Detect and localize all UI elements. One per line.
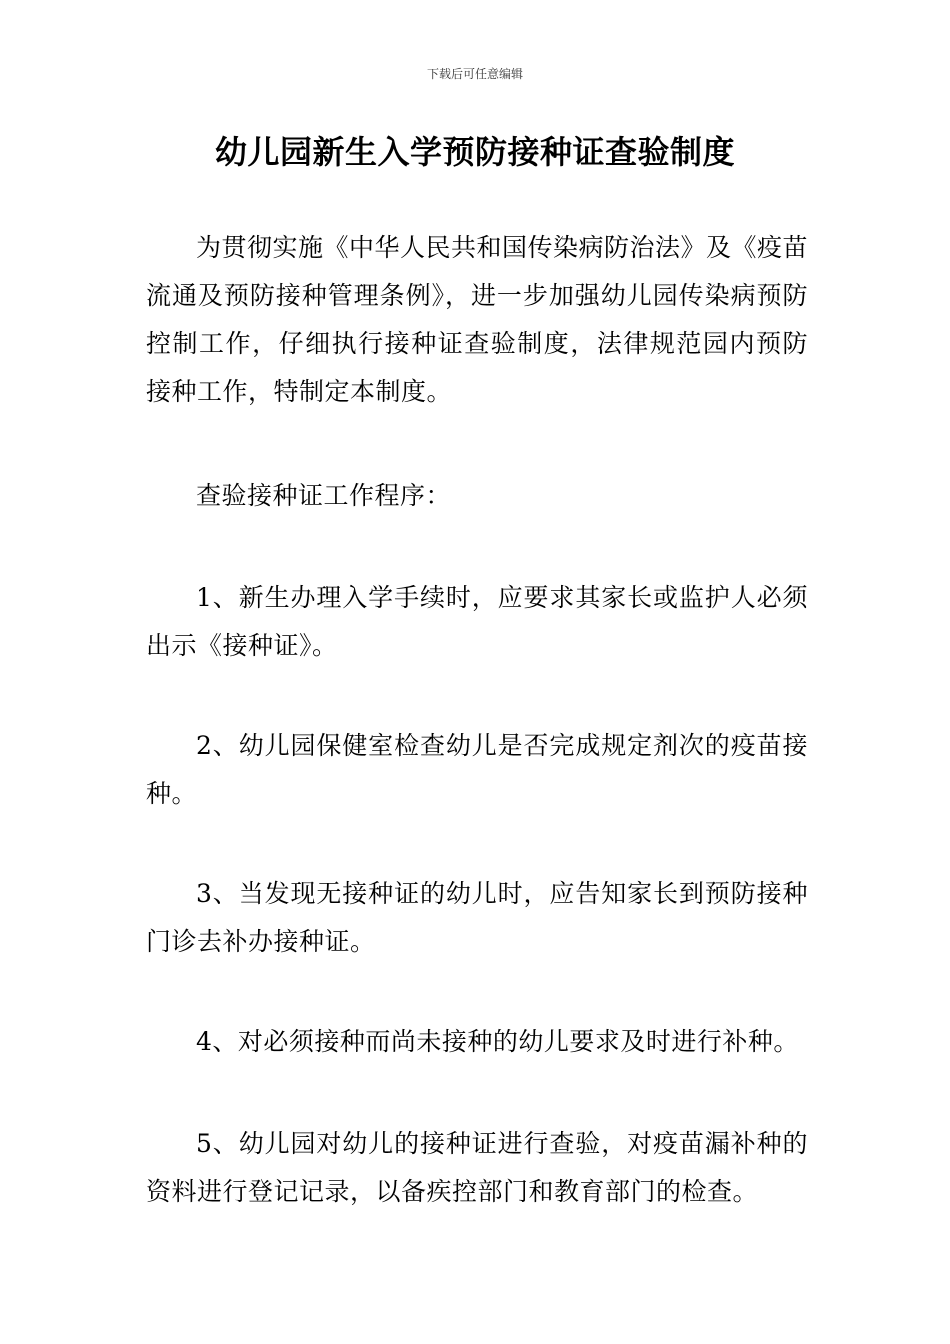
procedure-item-1: 1、新生办理入学手续时，应要求其家长或监护人必须出示《接种证》。 [146,583,808,660]
procedure-heading: 查验接种证工作程序： [196,481,452,510]
procedure-item-3: 3、当发现无接种证的幼儿时，应告知家长到预防接种门诊去补办接种证。 [146,879,808,956]
procedure-item-4: 4、对必须接种而尚未接种的幼儿要求及时进行补种。 [196,1027,799,1056]
intro-paragraph: 为贯彻实施《中华人民共和国传染病防治法》及《疫苗流通及预防接种管理条例》，进一步加强幼儿园传染病预防控制工作，仔细执行接种证查验制度，法律规范园内预防接种工作，特制定本制度。 [146,233,809,406]
procedure-item-2: 2、幼儿园保健室检查幼儿是否完成规定剂次的疫苗接种。 [146,731,808,808]
procedure-item-5: 5、幼儿园对幼儿的接种证进行查验，对疫苗漏补种的资料进行登记记录，以备疾控部门和教育部门的检查。 [146,1129,808,1206]
document-title: 幼儿园新生入学预防接种证查验制度 [214,133,735,171]
editable-note: 下载后可任意编辑 [426,67,523,81]
